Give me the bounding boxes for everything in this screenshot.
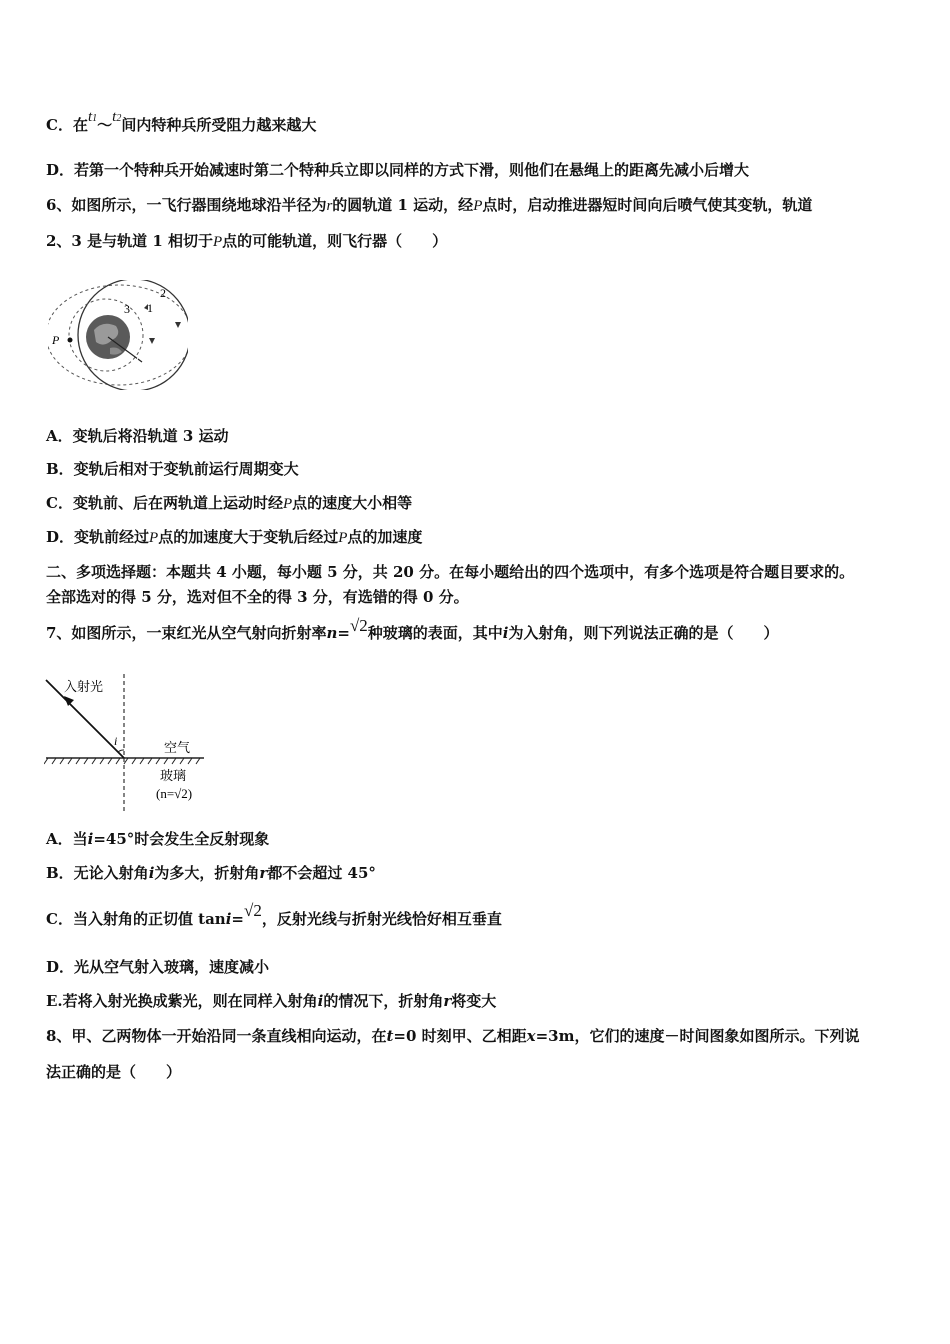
angle-arc [118,750,124,752]
label-n-value: (n=√2) [156,786,193,801]
orbit-1-arrow [149,338,155,344]
label-glass: 玻璃 [160,768,187,783]
label-p: P [52,333,60,347]
label-incident-light: 入射光 [64,679,104,694]
orbit-2-arrow [175,322,181,328]
q6-stem-line1: 6、如图所示，一飞行器围绕地球沿半径为r的圆轨道 1 运动，经P点时，启动推进器短时间向后喷气使其变轨，轨道 [46,196,813,214]
q5-option-d: D．若第一个特种兵开始减速时第二个特种兵立即以同样的方式下滑，则他们在悬绳上的距离先减小后增大 [46,161,750,179]
q7-option-b: B．无论入射角i为多大，折射角r都不会超过 45° [46,864,376,882]
q7-stem: 7、如图所示，一束红光从空气射向折射率n=√2种玻璃的表面，其中i为入射角，则下列说法正确的是（ ） [46,616,779,642]
q6-option-a: A．变轨后将沿轨道 3 运动 [46,427,229,445]
q8-stem-line2: 法正确的是（ ） [46,1063,182,1081]
interface-hatching [44,758,200,764]
label-air: 空气 [164,740,191,755]
q7-option-d: D．光从空气射入玻璃，速度减小 [46,958,270,976]
q6-option-d: D．变轨前经过P点的加速度大于变轨后经过P点的加速度 [46,528,423,546]
label-r: r [136,353,141,365]
label-angle-i: i [114,734,118,748]
point-p [68,338,73,343]
refraction-diagram [44,674,214,816]
q6-option-c: C．变轨前、后在两轨道上运动时经P点的速度大小相等 [46,494,413,512]
label-orbit-2: 2 [160,286,166,300]
q5-option-c: C．在t1～t2间内特种兵所受阻力越来越大 [46,109,317,134]
section-2-heading-line1: 二、多项选择题：本题共 4 小题，每小题 5 分，共 20 分。在每小题给出的四个选项中，有多个选项是符合题目要求的。 [46,563,855,581]
section-2-heading-line2: 全部选对的得 5 分，选对但不全的得 3 分，有选错的得 0 分。 [46,588,469,606]
label-orbit-3: 3 [124,302,130,316]
label-orbit-1: 1 [147,301,153,315]
ray-arrow [64,696,74,706]
q7-option-e: E.若将入射光换成紫光，则在同样入射角i的情况下，折射角r将变大 [46,992,497,1010]
orbit-diagram [48,280,188,390]
q7-option-a: A．当i=45°时会发生全反射现象 [46,830,270,848]
q7-option-c: C．当入射角的正切值 tani=√2，反射光线与折射光线恰好相互垂直 [46,901,502,928]
q6-stem-line2: 2、3 是与轨道 1 相切于P点的可能轨道，则飞行器（ ） [46,232,448,250]
q8-stem-line1: 8、甲、乙两物体一开始沿同一条直线相向运动，在t=0 时刻甲、乙相距x=3m，它们的速度－时间图象如图所示。下列说 [46,1027,860,1045]
q6-option-b: B．变轨后相对于变轨前运行周期变大 [46,460,299,478]
